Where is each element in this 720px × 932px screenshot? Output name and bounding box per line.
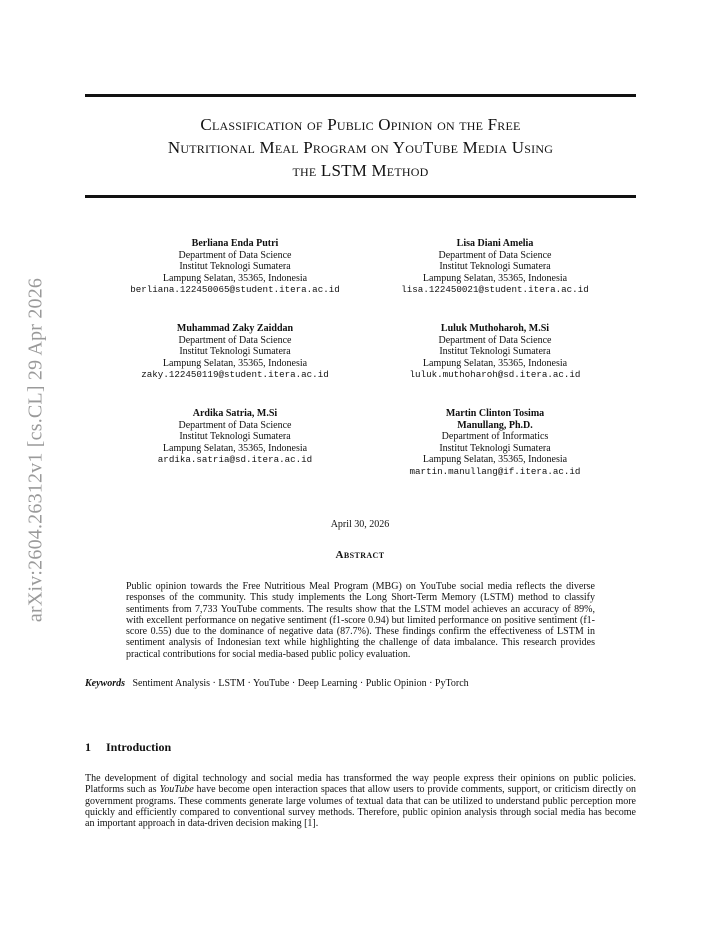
author-card: [345, 323, 645, 381]
author-email: martin.manullang@if.itera.ac.id: [409, 465, 581, 477]
author-card: [85, 323, 385, 381]
title-line-2: Nutritional Meal Program on YouTube Media Using: [167, 138, 554, 157]
author-card: [85, 238, 385, 296]
author-email: berliana.122450065@student.itera.ac.id: [130, 284, 340, 296]
author-name-continued: Manullang, Ph.D.: [457, 419, 533, 431]
author-name: Luluk Muthoharoh, M.Si: [440, 323, 550, 334]
author-institution: Institut Teknologi Sumatera: [439, 261, 551, 273]
keywords-label: Keywords: [85, 678, 125, 689]
title-line-3: the LSTM Method: [292, 161, 429, 180]
author-email: lisa.122450021@student.itera.ac.id: [401, 284, 589, 296]
arxiv-identifier: arXiv:2604.26312v1 [cs.CL] 29 Apr 2026: [24, 277, 47, 623]
author-institution: Institut Teknologi Sumatera: [179, 431, 291, 443]
author-institution: Institut Teknologi Sumatera: [439, 442, 551, 454]
author-department: Department of Data Science: [438, 334, 552, 346]
author-department: Department of Data Science: [438, 249, 552, 261]
abstract-text: Public opinion towards the Free Nutritious Meal Program (MBG) on YouTube social media reflects the diverse responses of the community. This study implements the Long Short-Term Memory (LSTM) method to classify sentiments from 7,733 YouTube comments. The results show that the LSTM model achieves an accuracy of 89%, with excellent performance on negative sentiment (f1-score 0.94) but limited performance on positive sentiment (f1-score 0.55) due to the dominance of negative data (87.7%). These findings confirm the effectiveness of LSTM in sentiment analysis of Indonesian text while highlighting the challenge of data imbalance. This research provides practical contributions for social media-based public policy evaluation.: [126, 581, 595, 660]
author-card: [345, 408, 645, 478]
keywords-list: Sentiment Analysis · LSTM · YouTube · Deep Learning · Public Opinion · PyTorch: [132, 678, 469, 689]
author-email: zaky.122450119@student.itera.ac.id: [141, 369, 329, 381]
title-line-1: Classification of Public Opinion on the Free: [200, 115, 521, 134]
author-address: Lampung Selatan, 35365, Indonesia: [422, 357, 568, 369]
keywords-line: [85, 678, 636, 689]
paper-title: [85, 113, 636, 182]
author-department: Department of Informatics: [441, 431, 549, 443]
author-address: Lampung Selatan, 35365, Indonesia: [422, 272, 568, 284]
author-card: [85, 408, 385, 466]
paper-date: April 30, 2026: [330, 519, 390, 530]
abstract-heading: Abstract: [335, 549, 385, 561]
author-name: Ardika Satria, M.Si: [192, 408, 278, 419]
author-institution: Institut Teknologi Sumatera: [179, 261, 291, 273]
author-card: [345, 238, 645, 296]
section-title: Introduction: [106, 740, 172, 754]
intro-emphasis: YouTube: [159, 784, 194, 796]
author-institution: Institut Teknologi Sumatera: [179, 346, 291, 358]
author-name: Muhammad Zaky Zaiddan: [176, 323, 294, 334]
introduction-paragraph: [85, 773, 636, 829]
author-department: Department of Data Science: [178, 419, 292, 431]
title-bottom-rule: [85, 195, 636, 198]
author-email: ardika.satria@sd.itera.ac.id: [157, 454, 313, 466]
intro-text-end: have become open interaction spaces that allow users to provide comments, support, or criticism directly on government programs. These comments generate large volumes of textual data that can be utilized to understand public perception more quickly and efficiently compared to conventional survey methods. Therefore, public opinion analysis through social media has become an important approach in data-driven decision making [1].: [85, 784, 637, 830]
author-name: Martin Clinton Tosima: [445, 408, 545, 419]
title-top-rule: [85, 94, 636, 97]
section-heading-introduction: [85, 740, 171, 755]
author-name: Berliana Enda Putri: [191, 238, 279, 249]
intro-text-start: The development of digital technology and social media has transformed the way people express their opinions on public policies. Platforms such as: [85, 773, 636, 796]
author-address: Lampung Selatan, 35365, Indonesia: [162, 272, 308, 284]
author-address: Lampung Selatan, 35365, Indonesia: [162, 357, 308, 369]
section-number: 1: [85, 740, 91, 754]
author-address: Lampung Selatan, 35365, Indonesia: [422, 454, 568, 466]
author-institution: Institut Teknologi Sumatera: [439, 346, 551, 358]
author-department: Department of Data Science: [178, 334, 292, 346]
author-address: Lampung Selatan, 35365, Indonesia: [162, 442, 308, 454]
author-department: Department of Data Science: [178, 249, 292, 261]
author-email: luluk.muthoharoh@sd.itera.ac.id: [409, 369, 581, 381]
author-name: Lisa Diani Amelia: [456, 238, 534, 249]
